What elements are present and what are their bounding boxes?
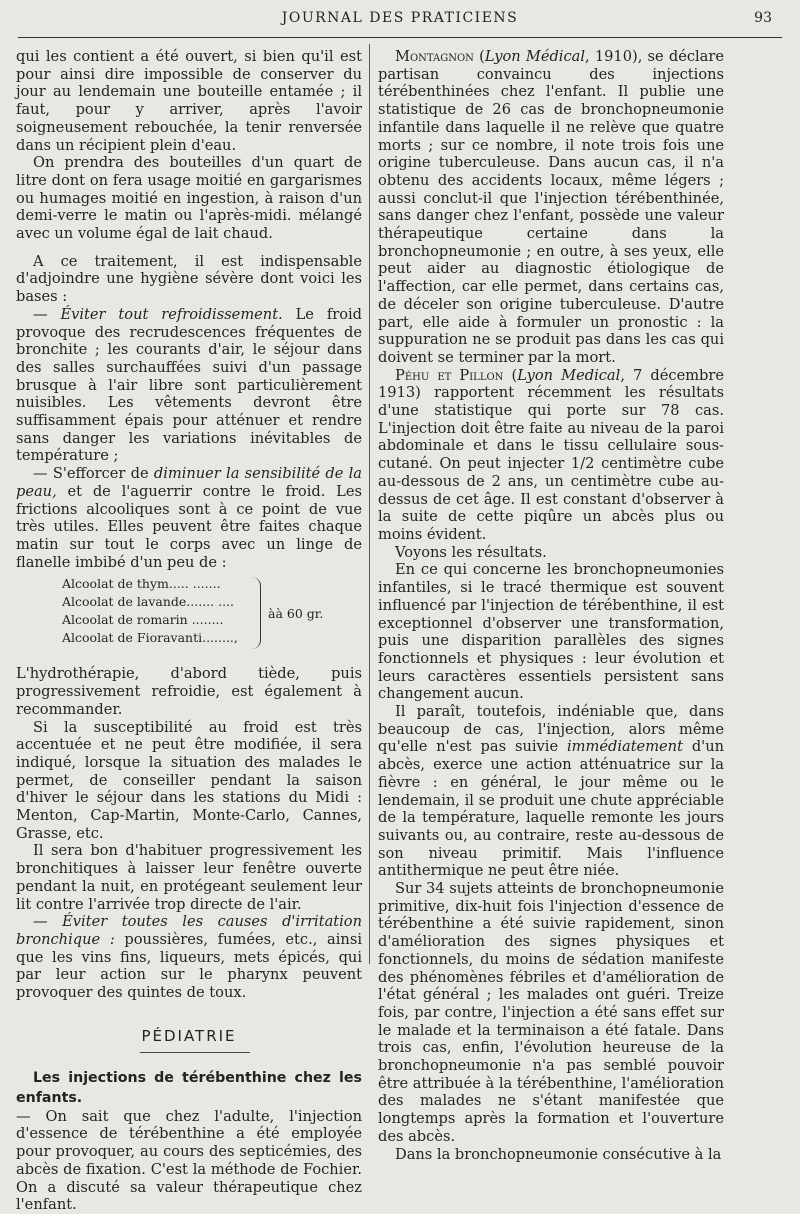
emphasis: — Éviter tout refroidissement. xyxy=(33,305,283,323)
paragraph: A ce traitement, il est indispensable d'adjoindre une hygiène sévère dont voici les bases : xyxy=(16,252,362,306)
section-rule xyxy=(140,1052,250,1053)
text: , 1910 xyxy=(585,48,633,65)
brace-icon xyxy=(252,577,261,649)
paragraph: — On sait que chez l'adulte, l'injection d'essence de térébenthine a été employée pour provoquer, au cours des septicémies, des abcès de fixation. C'est la méthode de Fochier. On a discuté sa valeur thérapeutique chez l'enfant. xyxy=(16,1107,362,1214)
prescription-list xyxy=(62,575,248,647)
column-divider xyxy=(369,44,370,964)
paragraph: Péhu et Pillon (Lyon Medical, 7 décembre 1913) rapportent récemment les résultats d'une statistique qui porte sur 78 cas. L'injection doit être faite au niveau de la paroi abdominale et dans le tissu cellulaire sous-cutané. On peut injecter 1/2 centimètre cube au-dessous de 2 ans, un centimètre cube au-dessus de cet âge. Il est constant d'observer à la suite de cette piqûre un abcès plus ou moins évident. xyxy=(378,366,724,543)
paragraph: On prendra des bouteilles d'un quart de litre dont on fera usage moitié en gargarismes ou humages moitié en ingestion, à raison d'un demi-verre le matin ou l'après-midi. mélangé avec un volume égal de lait chaud. xyxy=(16,154,362,243)
text: Le froid provoque des recrudescences fréquentes de bronchite ; les courants d'air, le séjour dans des salles surchauffées suivi d'un passage brusque à l'air libre sont particulièrement nuisibles. Les vêtements devront être suffisamment épais pour atténuer et rendre sans danger les variations inévitables de température ; xyxy=(16,305,363,465)
text: et de l'aguerrir contre le froid. Les frictions alcooliques sont à ce point de vue très utiles. Elles peuvent être faites chaque matin sur tout le corps avec un linge de flanelle imbibé d'un peu de : xyxy=(16,482,362,571)
section-heading: PÉDIATRIE xyxy=(141,1026,237,1045)
paragraph: Voyons les résultats. xyxy=(395,543,547,561)
emphasis: — Éviter toutes les causes d'irritation bronchique : xyxy=(16,913,362,948)
paragraph: En ce qui concerne les bronchopneumonies infantiles, si le tracé thermique est souvent influencé par l'injection de térébenthine, il est exceptionnel d'observer une transformation, puis une disparition parallèles des signes fonctionnels et physiques : leur évolution et leurs caractères essentiels persistent sans changement aucun. xyxy=(378,561,724,703)
article-heading: Les injections de térébenthine chez les enfants. xyxy=(16,1069,362,1106)
prescription xyxy=(16,575,362,661)
paragraph xyxy=(16,465,362,571)
paragraph: Dans la bronchopneumonie consécutive à la xyxy=(395,1145,722,1163)
text: d'un abcès, exerce une action atténuatrice sur la fièvre : en général, le jour même ou le lendemain, il se produit une chute appréciable de la température, laquelle remonte les jours suivants ou, au contraire, reste au-dessous de son niveau primitif. Mais l'influence antithermique ne peut être niée. xyxy=(378,738,724,880)
journal-title: JOURNAL DES PRATICIENS xyxy=(281,10,519,26)
emphasis: immédiatement xyxy=(567,738,683,756)
right-column xyxy=(378,48,724,1163)
prescription-item: Alcoolat de lavande....... .... xyxy=(62,594,234,610)
paragraph: L'hydrothérapie, d'abord tiède, puis progressivement refroidie, est également à recommander. xyxy=(16,665,362,718)
left-column xyxy=(16,48,362,1214)
running-header xyxy=(18,8,782,34)
emphasis: diminuer la sensibilité de la peau, xyxy=(16,465,362,500)
paragraph: Il sera bon d'habituer progressivement les bronchitiques à laisser leur fenêtre ouverte pendant la nuit, en protégeant seulement leur lit contre l'arrivée trop directe de l'air. xyxy=(16,842,362,913)
paragraph: Si la susceptibilité au froid est très accentuée et ne peut être modifiée, il sera indiqué, lorsque la situation des malades le permet, de conseiller pendant la saison d'hiver le séjour dans les stations du Midi : Menton, Cap-Martin, Monte-Carlo, Cannes, Grasse, etc. xyxy=(16,718,362,842)
prescription-item: Alcoolat de romarin ........ xyxy=(62,612,224,628)
text: ), se déclare partisan convaincu des injections térébenthinées chez l'enfant. Il publie une statistique de 26 cas de bronchopneumonie infantile dans laquelle il ne relève que quatre morts ; sur ce nombre, il note trois fois une origine tuberculeuse. Dans aucun cas, il n'a obtenu des accidents locaux, même légers ; aussi conclut-il que l'injection térébenthinée, sans danger chez l'enfant, possède une valeur thérapeutique certaine dans la bronchopneumonie ; en outre, à ses yeux, elle peut aider au diagnostic étiologique de l'affection, car elle permet, dans certains cas, de déceler son origine tuberculeuse. D'autre part, elle aide à formuler un pronostic : la suppuration ne se produit pas dans les cas qui doivent se terminer par la mort. xyxy=(378,48,724,366)
author-name: Montagnon xyxy=(395,48,474,65)
page-number: 93 xyxy=(754,10,772,26)
prescription-item: Alcoolat de Fioravanti........, xyxy=(62,630,238,646)
text: poussières, fumées, etc., ainsi que les vins fins, liqueurs, mets épicés, qui par leur action sur le pharynx peuvent provoquer des quintes de toux. xyxy=(16,930,362,1002)
text: — S'efforcer de xyxy=(33,465,154,483)
citation: Lyon Medical xyxy=(517,366,621,384)
paragraph xyxy=(16,306,362,465)
paragraph xyxy=(378,703,724,880)
section-header xyxy=(16,1028,362,1068)
text: , 7 décembre 1913 xyxy=(378,366,724,402)
text: ) rapportent récemment les résultats d'une statistique qui porte sur 78 cas. L'injection doit être faite au niveau de la paroi abdominale et dans le tissu cellulaire sous-cutané. On peut injecter 1/2 centimètre cube au-dessous de 2 ans, un centimètre cube au-dessus de cet âge. Il est constant d'observer à la suite de cette piqûre un abcès plus ou moins évident. xyxy=(378,384,724,543)
citation: Lyon Médical xyxy=(484,48,586,65)
text: Il paraît, toutefois, indéniable que, dans beaucoup de cas, l'injection, alors même qu'elle n'est pas suivie xyxy=(378,703,724,756)
paragraph xyxy=(16,913,362,1002)
prescription-dose: àà 60 gr. xyxy=(268,606,324,622)
author-name: Péhu et Pillon xyxy=(395,366,504,384)
paragraph: qui les contient a été ouvert, si bien qu'il est pour ainsi dire impossible de conserver du jour au lendemain une bouteille entamée ; il faut, pour y arriver, après l'avoir soigneusement rebouchée, la tenir renversée dans un récipient plein d'eau. xyxy=(16,48,362,154)
header-rule xyxy=(18,37,782,38)
paragraph: Montagnon (Lyon Médical, 1910), se déclare partisan convaincu des injections térébenthinées chez l'enfant. Il publie une statistique de 26 cas de bronchopneumonie infantile dans laquelle il ne relève que quatre morts ; sur ce nombre, il note trois fois une origine tuberculeuse. Dans aucun cas, il n'a obtenu des accidents locaux, même légers ; aussi conclut-il que l'injection térébenthinée, sans danger chez l'enfant, possède une valeur thérapeutique certaine dans la bronchopneumonie ; en outre, à ses yeux, elle peut aider au diagnostic étiologique de l'affection, car elle permet, dans certains cas, de déceler son origine tuberculeuse. D'autre part, elle aide à formuler un pronostic : la suppuration ne se produit pas dans les cas qui doivent se terminer par la mort. xyxy=(378,48,724,366)
prescription-item: Alcoolat de thym..... ....... xyxy=(62,576,221,592)
paragraph: Sur 34 sujets atteints de bronchopneumonie primitive, dix-huit fois l'injection d'essence de térébenthine a été suivie rapidement, sinon d'amélioration des signes physiques et fonctionnels, du moins de sédation manifeste des phénomènes fébriles et d'amélioration de l'état général ; les malades ont guéri. Treize fois, par contre, l'injection a été sans effet sur le malade et la terminaison a été fatale. Dans trois cas, enfin, l'évolution heureuse de la bronchopneumonie n'a pas semblé pouvoir être attribuée à la térébenthine, l'amélioration des malades ne s'étant manifestée que longtemps après la formation et l'ouverture des abcès. xyxy=(378,880,724,1145)
